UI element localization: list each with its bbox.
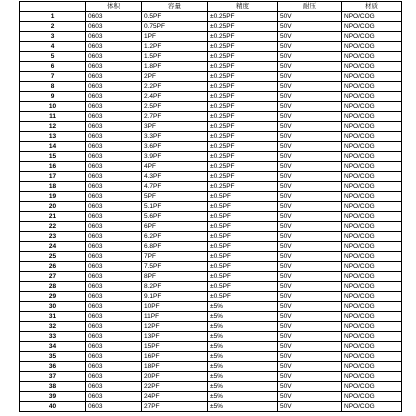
row-index-cell: 21 (20, 212, 86, 222)
header-capacitance: 容量 (142, 2, 208, 12)
capacitance-cell: 2.2PF (142, 82, 208, 92)
capacitance-cell: 8PF (142, 272, 208, 282)
row-index-cell: 5 (20, 52, 86, 62)
table-row (20, 282, 402, 292)
voltage-cell: 50V (278, 112, 342, 122)
size-cell: 0603 (86, 72, 142, 82)
table-row (20, 362, 402, 372)
size-cell: 0603 (86, 322, 142, 332)
size-cell: 0603 (86, 82, 142, 92)
tolerance-cell: ±0.5PF (208, 192, 278, 202)
capacitance-cell: 11PF (142, 312, 208, 322)
size-cell: 0603 (86, 262, 142, 272)
material-cell: NPO/COG (342, 112, 402, 122)
material-cell: NPO/COG (342, 352, 402, 362)
table-row (20, 122, 402, 132)
tolerance-cell: ±5% (208, 302, 278, 312)
tolerance-cell: ±0.5PF (208, 242, 278, 252)
header-index (20, 2, 86, 12)
material-cell: NPO/COG (342, 152, 402, 162)
row-index-cell: 33 (20, 332, 86, 342)
capacitance-cell: 2.4PF (142, 92, 208, 102)
material-cell: NPO/COG (342, 82, 402, 92)
table-row (20, 202, 402, 212)
tolerance-cell: ±0.25PF (208, 172, 278, 182)
table-row (20, 32, 402, 42)
row-index-cell: 2 (20, 22, 86, 32)
material-cell: NPO/COG (342, 72, 402, 82)
tolerance-cell: ±0.25PF (208, 82, 278, 92)
material-cell: NPO/COG (342, 212, 402, 222)
size-cell: 0603 (86, 182, 142, 192)
material-cell: NPO/COG (342, 252, 402, 262)
size-cell: 0603 (86, 132, 142, 142)
voltage-cell: 50V (278, 132, 342, 142)
row-index-cell: 16 (20, 162, 86, 172)
voltage-cell: 50V (278, 102, 342, 112)
table-row (20, 142, 402, 152)
tolerance-cell: ±0.5PF (208, 282, 278, 292)
tolerance-cell: ±0.25PF (208, 102, 278, 112)
material-cell: NPO/COG (342, 332, 402, 342)
table-row (20, 112, 402, 122)
table-row (20, 42, 402, 52)
voltage-cell: 50V (278, 152, 342, 162)
material-cell: NPO/COG (342, 182, 402, 192)
row-index-cell: 4 (20, 42, 86, 52)
row-index-cell: 40 (20, 402, 86, 412)
capacitance-cell: 20PF (142, 372, 208, 382)
row-index-cell: 23 (20, 232, 86, 242)
tolerance-cell: ±5% (208, 372, 278, 382)
table-row (20, 222, 402, 232)
header-size: 体积 (86, 2, 142, 12)
table-row (20, 162, 402, 172)
tolerance-cell: ±0.5PF (208, 222, 278, 232)
material-cell: NPO/COG (342, 12, 402, 22)
row-index-cell: 39 (20, 392, 86, 402)
capacitance-cell: 3.6PF (142, 142, 208, 152)
voltage-cell: 50V (278, 292, 342, 302)
capacitance-cell: 15PF (142, 342, 208, 352)
table-row (20, 22, 402, 32)
table-row (20, 292, 402, 302)
voltage-cell: 50V (278, 262, 342, 272)
material-cell: NPO/COG (342, 292, 402, 302)
row-index-cell: 9 (20, 92, 86, 102)
tolerance-cell: ±5% (208, 382, 278, 392)
material-cell: NPO/COG (342, 362, 402, 372)
capacitance-cell: 27PF (142, 402, 208, 412)
table-row (20, 182, 402, 192)
capacitance-cell: 7PF (142, 252, 208, 262)
table-row (20, 52, 402, 62)
table-row (20, 232, 402, 242)
capacitance-cell: 4PF (142, 162, 208, 172)
tolerance-cell: ±0.25PF (208, 112, 278, 122)
row-index-cell: 29 (20, 292, 86, 302)
row-index-cell: 3 (20, 32, 86, 42)
voltage-cell: 50V (278, 32, 342, 42)
tolerance-cell: ±5% (208, 322, 278, 332)
size-cell: 0603 (86, 212, 142, 222)
material-cell: NPO/COG (342, 282, 402, 292)
row-index-cell: 25 (20, 252, 86, 262)
voltage-cell: 50V (278, 142, 342, 152)
voltage-cell: 50V (278, 72, 342, 82)
size-cell: 0603 (86, 352, 142, 362)
table-row (20, 402, 402, 412)
size-cell: 0603 (86, 292, 142, 302)
capacitance-cell: 6.8PF (142, 242, 208, 252)
voltage-cell: 50V (278, 392, 342, 402)
table-row (20, 352, 402, 362)
voltage-cell: 50V (278, 402, 342, 412)
size-cell: 0603 (86, 372, 142, 382)
size-cell: 0603 (86, 332, 142, 342)
voltage-cell: 50V (278, 302, 342, 312)
tolerance-cell: ±0.25PF (208, 42, 278, 52)
capacitance-cell: 3.3PF (142, 132, 208, 142)
row-index-cell: 28 (20, 282, 86, 292)
row-index-cell: 14 (20, 142, 86, 152)
capacitance-cell: 1PF (142, 32, 208, 42)
capacitance-cell: 1.2PF (142, 42, 208, 52)
capacitance-cell: 5PF (142, 192, 208, 202)
material-cell: NPO/COG (342, 92, 402, 102)
row-index-cell: 7 (20, 72, 86, 82)
table-row (20, 172, 402, 182)
row-index-cell: 32 (20, 322, 86, 332)
capacitance-cell: 8.2PF (142, 282, 208, 292)
voltage-cell: 50V (278, 312, 342, 322)
material-cell: NPO/COG (342, 272, 402, 282)
voltage-cell: 50V (278, 332, 342, 342)
voltage-cell: 50V (278, 282, 342, 292)
voltage-cell: 50V (278, 342, 342, 352)
capacitance-cell: 1.5PF (142, 52, 208, 62)
material-cell: NPO/COG (342, 132, 402, 142)
tolerance-cell: ±5% (208, 402, 278, 412)
material-cell: NPO/COG (342, 62, 402, 72)
size-cell: 0603 (86, 312, 142, 322)
header-tolerance: 精度 (208, 2, 278, 12)
row-index-cell: 22 (20, 222, 86, 232)
capacitance-cell: 1.8PF (142, 62, 208, 72)
material-cell: NPO/COG (342, 42, 402, 52)
voltage-cell: 50V (278, 372, 342, 382)
row-index-cell: 27 (20, 272, 86, 282)
size-cell: 0603 (86, 222, 142, 232)
voltage-cell: 50V (278, 362, 342, 372)
tolerance-cell: ±0.5PF (208, 252, 278, 262)
tolerance-cell: ±0.25PF (208, 142, 278, 152)
capacitance-cell: 13PF (142, 332, 208, 342)
size-cell: 0603 (86, 272, 142, 282)
capacitance-cell: 16PF (142, 352, 208, 362)
row-index-cell: 10 (20, 102, 86, 112)
tolerance-cell: ±0.5PF (208, 232, 278, 242)
voltage-cell: 50V (278, 242, 342, 252)
table-row (20, 252, 402, 262)
voltage-cell: 50V (278, 222, 342, 232)
capacitor-spec-sheet (19, 1, 401, 412)
row-index-cell: 24 (20, 242, 86, 252)
size-cell: 0603 (86, 52, 142, 62)
material-cell: NPO/COG (342, 172, 402, 182)
table-row (20, 272, 402, 282)
capacitance-cell: 7.5PF (142, 262, 208, 272)
size-cell: 0603 (86, 122, 142, 132)
voltage-cell: 50V (278, 22, 342, 32)
tolerance-cell: ±0.25PF (208, 72, 278, 82)
size-cell: 0603 (86, 62, 142, 72)
capacitance-cell: 5.6PF (142, 212, 208, 222)
capacitance-cell: 6PF (142, 222, 208, 232)
header-row (20, 2, 402, 12)
table-body (20, 12, 402, 412)
row-index-cell: 19 (20, 192, 86, 202)
table-row (20, 322, 402, 332)
voltage-cell: 50V (278, 202, 342, 212)
table-row (20, 12, 402, 22)
material-cell: NPO/COG (342, 312, 402, 322)
tolerance-cell: ±0.25PF (208, 132, 278, 142)
voltage-cell: 50V (278, 182, 342, 192)
capacitor-spec-table (19, 1, 402, 412)
size-cell: 0603 (86, 172, 142, 182)
size-cell: 0603 (86, 152, 142, 162)
row-index-cell: 31 (20, 312, 86, 322)
row-index-cell: 37 (20, 372, 86, 382)
size-cell: 0603 (86, 302, 142, 312)
voltage-cell: 50V (278, 42, 342, 52)
voltage-cell: 50V (278, 352, 342, 362)
table-row (20, 192, 402, 202)
material-cell: NPO/COG (342, 142, 402, 152)
capacitance-cell: 9.1PF (142, 292, 208, 302)
row-index-cell: 34 (20, 342, 86, 352)
capacitance-cell: 2.5PF (142, 102, 208, 112)
voltage-cell: 50V (278, 12, 342, 22)
capacitance-cell: 6.2PF (142, 232, 208, 242)
tolerance-cell: ±0.25PF (208, 32, 278, 42)
size-cell: 0603 (86, 242, 142, 252)
material-cell: NPO/COG (342, 382, 402, 392)
row-index-cell: 38 (20, 382, 86, 392)
voltage-cell: 50V (278, 272, 342, 282)
capacitance-cell: 22PF (142, 382, 208, 392)
table-row (20, 62, 402, 72)
tolerance-cell: ±0.25PF (208, 122, 278, 132)
tolerance-cell: ±0.25PF (208, 22, 278, 32)
row-index-cell: 35 (20, 352, 86, 362)
size-cell: 0603 (86, 32, 142, 42)
table-row (20, 392, 402, 402)
row-index-cell: 36 (20, 362, 86, 372)
voltage-cell: 50V (278, 82, 342, 92)
capacitance-cell: 2PF (142, 72, 208, 82)
material-cell: NPO/COG (342, 222, 402, 232)
material-cell: NPO/COG (342, 342, 402, 352)
capacitance-cell: 5.1PF (142, 202, 208, 212)
row-index-cell: 13 (20, 132, 86, 142)
tolerance-cell: ±0.5PF (208, 212, 278, 222)
row-index-cell: 11 (20, 112, 86, 122)
size-cell: 0603 (86, 362, 142, 372)
material-cell: NPO/COG (342, 372, 402, 382)
material-cell: NPO/COG (342, 192, 402, 202)
tolerance-cell: ±0.25PF (208, 62, 278, 72)
voltage-cell: 50V (278, 212, 342, 222)
size-cell: 0603 (86, 142, 142, 152)
tolerance-cell: ±0.25PF (208, 52, 278, 62)
table-row (20, 242, 402, 252)
table-row (20, 82, 402, 92)
capacitance-cell: 12PF (142, 322, 208, 332)
size-cell: 0603 (86, 112, 142, 122)
row-index-cell: 1 (20, 12, 86, 22)
table-row (20, 382, 402, 392)
material-cell: NPO/COG (342, 52, 402, 62)
tolerance-cell: ±5% (208, 312, 278, 322)
table-row (20, 312, 402, 322)
material-cell: NPO/COG (342, 122, 402, 132)
size-cell: 0603 (86, 12, 142, 22)
table-row (20, 212, 402, 222)
size-cell: 0603 (86, 102, 142, 112)
table-row (20, 262, 402, 272)
table-row (20, 72, 402, 82)
material-cell: NPO/COG (342, 162, 402, 172)
size-cell: 0603 (86, 282, 142, 292)
table-row (20, 342, 402, 352)
material-cell: NPO/COG (342, 202, 402, 212)
material-cell: NPO/COG (342, 232, 402, 242)
capacitance-cell: 2.7PF (142, 112, 208, 122)
tolerance-cell: ±5% (208, 362, 278, 372)
capacitance-cell: 0.75PF (142, 22, 208, 32)
size-cell: 0603 (86, 402, 142, 412)
size-cell: 0603 (86, 92, 142, 102)
size-cell: 0603 (86, 382, 142, 392)
table-row (20, 302, 402, 312)
row-index-cell: 26 (20, 262, 86, 272)
row-index-cell: 17 (20, 172, 86, 182)
voltage-cell: 50V (278, 162, 342, 172)
material-cell: NPO/COG (342, 262, 402, 272)
material-cell: NPO/COG (342, 32, 402, 42)
tolerance-cell: ±0.25PF (208, 162, 278, 172)
header-material: 材质 (342, 2, 402, 12)
size-cell: 0603 (86, 202, 142, 212)
tolerance-cell: ±0.25PF (208, 152, 278, 162)
header-voltage: 耐压 (278, 2, 342, 12)
tolerance-cell: ±5% (208, 392, 278, 402)
material-cell: NPO/COG (342, 322, 402, 332)
tolerance-cell: ±5% (208, 332, 278, 342)
capacitance-cell: 3.9PF (142, 152, 208, 162)
material-cell: NPO/COG (342, 402, 402, 412)
size-cell: 0603 (86, 342, 142, 352)
voltage-cell: 50V (278, 172, 342, 182)
table-row (20, 372, 402, 382)
capacitance-cell: 0.5PF (142, 12, 208, 22)
tolerance-cell: ±5% (208, 352, 278, 362)
tolerance-cell: ±0.25PF (208, 92, 278, 102)
size-cell: 0603 (86, 162, 142, 172)
tolerance-cell: ±0.5PF (208, 292, 278, 302)
row-index-cell: 15 (20, 152, 86, 162)
row-index-cell: 20 (20, 202, 86, 212)
row-index-cell: 6 (20, 62, 86, 72)
voltage-cell: 50V (278, 322, 342, 332)
capacitance-cell: 4.3PF (142, 172, 208, 182)
material-cell: NPO/COG (342, 22, 402, 32)
size-cell: 0603 (86, 252, 142, 262)
capacitance-cell: 3PF (142, 122, 208, 132)
row-index-cell: 12 (20, 122, 86, 132)
table-row (20, 102, 402, 112)
voltage-cell: 50V (278, 232, 342, 242)
row-index-cell: 8 (20, 82, 86, 92)
voltage-cell: 50V (278, 52, 342, 62)
voltage-cell: 50V (278, 62, 342, 72)
material-cell: NPO/COG (342, 302, 402, 312)
tolerance-cell: ±0.5PF (208, 262, 278, 272)
capacitance-cell: 10PF (142, 302, 208, 312)
material-cell: NPO/COG (342, 392, 402, 402)
material-cell: NPO/COG (342, 242, 402, 252)
voltage-cell: 50V (278, 122, 342, 132)
size-cell: 0603 (86, 22, 142, 32)
voltage-cell: 50V (278, 252, 342, 262)
size-cell: 0603 (86, 392, 142, 402)
table-row (20, 92, 402, 102)
voltage-cell: 50V (278, 192, 342, 202)
tolerance-cell: ±0.25PF (208, 182, 278, 192)
tolerance-cell: ±5% (208, 342, 278, 352)
voltage-cell: 50V (278, 92, 342, 102)
row-index-cell: 18 (20, 182, 86, 192)
capacitance-cell: 24PF (142, 392, 208, 402)
material-cell: NPO/COG (342, 102, 402, 112)
tolerance-cell: ±0.5PF (208, 272, 278, 282)
capacitance-cell: 4.7PF (142, 182, 208, 192)
table-row (20, 332, 402, 342)
voltage-cell: 50V (278, 382, 342, 392)
size-cell: 0603 (86, 42, 142, 52)
tolerance-cell: ±0.25PF (208, 12, 278, 22)
table-row (20, 152, 402, 162)
table-row (20, 132, 402, 142)
tolerance-cell: ±0.5PF (208, 202, 278, 212)
row-index-cell: 30 (20, 302, 86, 312)
size-cell: 0603 (86, 192, 142, 202)
capacitance-cell: 18PF (142, 362, 208, 372)
size-cell: 0603 (86, 232, 142, 242)
